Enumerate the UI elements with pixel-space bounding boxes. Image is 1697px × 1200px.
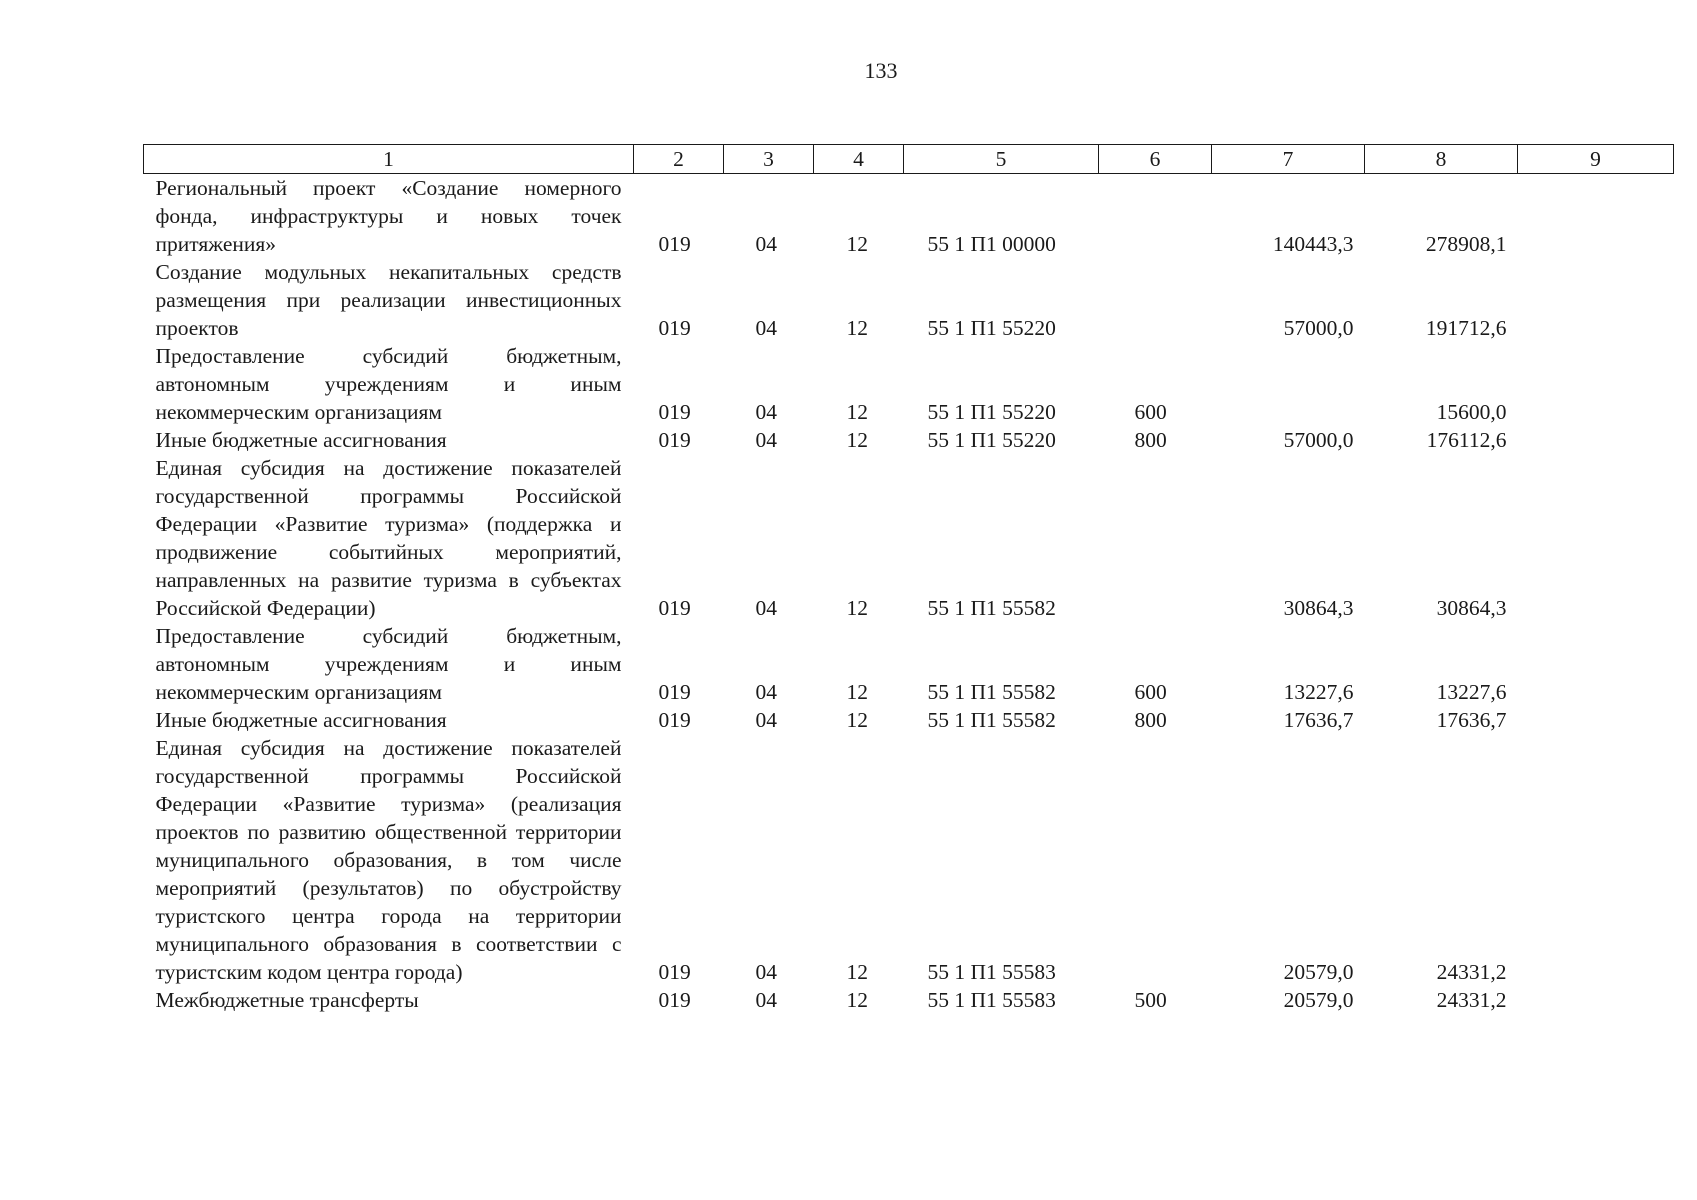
amount-col-8: 278908,1 — [1425, 232, 1507, 256]
subsection-code: 12 — [846, 596, 868, 620]
amount-col-9 — [1518, 622, 1674, 706]
expense-type-code — [1099, 454, 1212, 622]
section-code: 04 — [755, 316, 777, 340]
section-code: 04 — [755, 708, 777, 732]
target-article-code: 55 1 П1 55220 — [927, 400, 1056, 424]
amount-col-7: 57000,0 — [1283, 428, 1354, 452]
budget-table — [143, 144, 1674, 1014]
amount-col-7 — [1212, 342, 1365, 426]
row-name: Региональный проект «Создание номерного фонда, инфраструктуры и новых точек притяжения» — [155, 176, 622, 256]
table-row — [144, 622, 1674, 706]
row-name: Предоставление субсидий бюджетным, автономным учреждениям и иным некоммерческим организациям — [155, 624, 622, 704]
table-body — [144, 174, 1674, 1015]
amount-col-9 — [1518, 174, 1674, 259]
expense-type-code: 600 — [1134, 680, 1167, 704]
table-row — [144, 734, 1674, 986]
column-header: 1 — [144, 145, 634, 174]
section-code: 04 — [755, 680, 777, 704]
ministry-code: 019 — [658, 680, 691, 704]
amount-col-8: 24331,2 — [1436, 960, 1507, 984]
target-article-code: 55 1 П1 00000 — [927, 232, 1056, 256]
table-header — [144, 145, 1674, 174]
row-name: Единая субсидия на достижение показателей государственной программы Российской Федерации «Развитие туризма» (реализация проектов по развитию общественной территории муниципального образования, в том числе мероприятий (результатов) по обустройству туристского центра города на территории муниципального образования в соответствии с туристским кодом центра города) — [155, 736, 622, 984]
expense-type-code: 800 — [1134, 708, 1167, 732]
column-header: 8 — [1365, 145, 1518, 174]
table-row — [144, 174, 1674, 259]
target-article-code: 55 1 П1 55582 — [927, 680, 1056, 704]
subsection-code: 12 — [846, 232, 868, 256]
subsection-code: 12 — [846, 400, 868, 424]
expense-type-code — [1099, 258, 1212, 342]
column-header: 4 — [814, 145, 904, 174]
row-name: Предоставление субсидий бюджетным, автономным учреждениям и иным некоммерческим организациям — [155, 344, 622, 424]
section-code: 04 — [755, 596, 777, 620]
row-name: Иные бюджетные ассигнования — [155, 708, 447, 732]
amount-col-8: 17636,7 — [1436, 708, 1507, 732]
expense-type-code — [1099, 174, 1212, 259]
subsection-code: 12 — [846, 988, 868, 1012]
amount-col-9 — [1518, 454, 1674, 622]
amount-col-7: 17636,7 — [1283, 708, 1354, 732]
target-article-code: 55 1 П1 55582 — [927, 708, 1056, 732]
amount-col-7: 140443,3 — [1272, 232, 1354, 256]
section-code: 04 — [755, 232, 777, 256]
amount-col-9 — [1518, 986, 1674, 1014]
row-name: Единая субсидия на достижение показателей государственной программы Российской Федерации «Развитие туризма» (поддержка и продвижение событийных мероприятий, направленных на развитие туризма в субъектах Российской Федерации) — [155, 456, 622, 620]
table-row — [144, 454, 1674, 622]
subsection-code: 12 — [846, 428, 868, 452]
table-row — [144, 426, 1674, 454]
expense-type-code: 500 — [1134, 988, 1167, 1012]
ministry-code: 019 — [658, 428, 691, 452]
row-name: Межбюджетные трансферты — [155, 988, 419, 1012]
column-header: 6 — [1099, 145, 1212, 174]
amount-col-8: 13227,6 — [1436, 680, 1507, 704]
column-header: 5 — [904, 145, 1099, 174]
ministry-code: 019 — [658, 988, 691, 1012]
amount-col-8: 24331,2 — [1436, 988, 1507, 1012]
target-article-code: 55 1 П1 55220 — [927, 428, 1056, 452]
ministry-code: 019 — [658, 596, 691, 620]
ministry-code: 019 — [658, 400, 691, 424]
amount-col-8: 15600,0 — [1436, 400, 1507, 424]
amount-col-7: 13227,6 — [1283, 680, 1354, 704]
section-code: 04 — [755, 988, 777, 1012]
amount-col-8: 30864,3 — [1436, 596, 1507, 620]
amount-col-7: 57000,0 — [1283, 316, 1354, 340]
subsection-code: 12 — [846, 316, 868, 340]
target-article-code: 55 1 П1 55582 — [927, 596, 1056, 620]
amount-col-7: 20579,0 — [1283, 960, 1354, 984]
column-header: 2 — [634, 145, 724, 174]
amount-col-7: 30864,3 — [1283, 596, 1354, 620]
ministry-code: 019 — [658, 708, 691, 732]
row-name: Иные бюджетные ассигнования — [155, 428, 447, 452]
expense-type-code: 800 — [1134, 428, 1167, 452]
amount-col-9 — [1518, 258, 1674, 342]
subsection-code: 12 — [846, 680, 868, 704]
expense-type-code — [1099, 734, 1212, 986]
column-header: 7 — [1212, 145, 1365, 174]
ministry-code: 019 — [658, 960, 691, 984]
expense-type-code: 600 — [1134, 400, 1167, 424]
subsection-code: 12 — [846, 960, 868, 984]
table-row — [144, 986, 1674, 1014]
table-row — [144, 342, 1674, 426]
table-row — [144, 706, 1674, 734]
amount-col-9 — [1518, 734, 1674, 986]
page-number: 133 — [864, 58, 898, 83]
target-article-code: 55 1 П1 55220 — [927, 316, 1056, 340]
amount-col-9 — [1518, 706, 1674, 734]
table-row — [144, 258, 1674, 342]
amount-col-9 — [1518, 426, 1674, 454]
section-code: 04 — [755, 400, 777, 424]
column-header: 3 — [724, 145, 814, 174]
section-code: 04 — [755, 428, 777, 452]
target-article-code: 55 1 П1 55583 — [927, 960, 1056, 984]
amount-col-8: 191712,6 — [1425, 316, 1507, 340]
subsection-code: 12 — [846, 708, 868, 732]
amount-col-9 — [1518, 342, 1674, 426]
section-code: 04 — [755, 960, 777, 984]
amount-col-7: 20579,0 — [1283, 988, 1354, 1012]
ministry-code: 019 — [658, 232, 691, 256]
target-article-code: 55 1 П1 55583 — [927, 988, 1056, 1012]
column-header: 9 — [1518, 145, 1674, 174]
row-name: Создание модульных некапитальных средств размещения при реализации инвестиционных проектов — [155, 260, 622, 340]
ministry-code: 019 — [658, 316, 691, 340]
header-row — [144, 145, 1674, 174]
amount-col-8: 176112,6 — [1426, 428, 1507, 452]
